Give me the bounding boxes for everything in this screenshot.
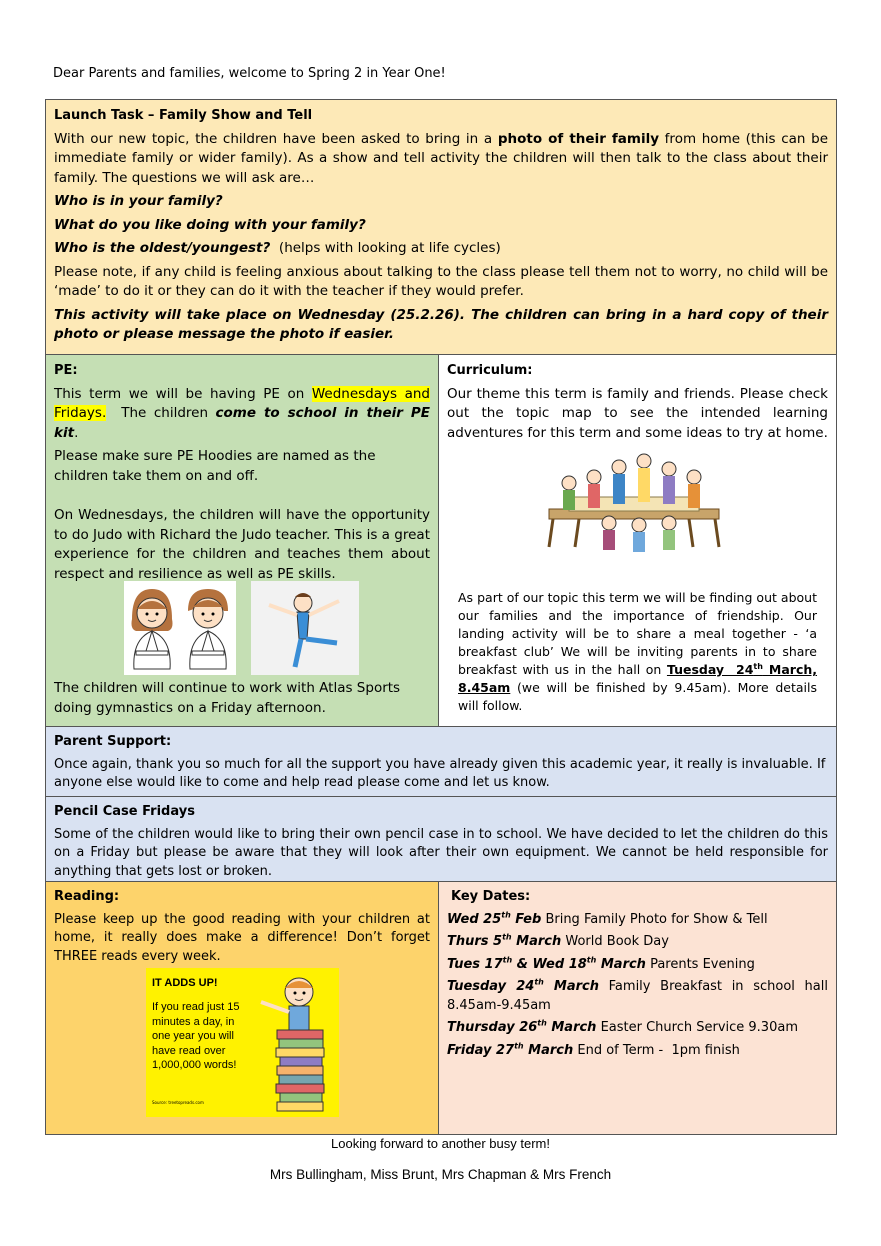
key-date-item [447, 933, 828, 952]
key-date-sup: th [501, 910, 511, 920]
key-date-event: Family Breakfast in school hall 8.45am-9.45am [447, 979, 828, 1013]
key-date-item [447, 978, 828, 1015]
pe-paragraph-1 [54, 385, 430, 444]
question-3-text: Who is the oldest/youngest? [54, 240, 271, 256]
pe-p1-end: . [74, 424, 79, 441]
key-date-event: Easter Church Service 9.30am [596, 1020, 798, 1035]
launch-intro-rest: from home (this can be immediate family or wider family). As a show and tell activity the children will then talk to the class about their family. The questions we will ask are… [54, 130, 829, 186]
pe-highlight-days: Wednesdays and [311, 385, 430, 402]
gymnast-image [251, 581, 359, 675]
launch-closing [54, 306, 828, 345]
pe-highlight-fridays: Fridays. [54, 405, 107, 421]
key-date-event: End of Term - 1pm finish [573, 1042, 740, 1058]
reading-text: Please keep up the good reading with your children at home, it really does make a difference! Don’t forget THREE reads every week. [54, 911, 430, 964]
key-date-month: March [511, 934, 562, 949]
key-date-day: Tuesday 24 [447, 979, 535, 994]
poster-source: Source: treetopreads.com [152, 1100, 204, 1105]
key-date-month: March [523, 1042, 574, 1058]
pe-heading: PE: [54, 363, 78, 378]
launch-closing-text: This activity will take place on Wednesday (25.2.26). The children can bring in a hard copy of their photo or please message the photo if easier. [54, 306, 828, 342]
footer-signature: Mrs Bullingham, Miss Brunt, Mrs Chapman & Mrs French [269, 1167, 612, 1182]
breakfast-time: March, 8.45am [458, 662, 818, 695]
question-3-note: (helps with looking at life cycles) [270, 240, 501, 256]
pe-paragraph-2: Please make sure PE Hoodies are named as the children take them on and off. [54, 448, 376, 484]
key-date-month: March [543, 979, 599, 994]
judo-children-image [124, 581, 236, 675]
key-date-day: Wed 25 [447, 911, 502, 927]
greeting: Dear Parents and families, welcome to Spring 2 in Year One! [53, 66, 446, 81]
pe-p1-bold: come to school in their PE kit [54, 405, 430, 441]
pe-paragraph-4: The children will continue to work with Atlas Sports doing gymnastics on a Friday afternoon. [54, 680, 401, 716]
question-2 [54, 216, 828, 236]
curriculum-heading: Curriculum: [447, 363, 533, 378]
key-date-item [447, 1019, 828, 1038]
question-1 [54, 192, 828, 212]
key-date-day: Thurs 5 [447, 934, 503, 949]
pe-section [45, 354, 439, 727]
key-dates-heading: Key Dates: [451, 889, 531, 904]
key-date-event: World Book Day [561, 934, 669, 949]
question-3 [54, 239, 828, 259]
curriculum-paragraph-2 [458, 589, 817, 715]
pe-p1-text: This term we will be having PE on [54, 385, 312, 402]
key-date-sup: th [534, 977, 544, 987]
key-date-sup: th [514, 1041, 524, 1051]
footer-message: Looking forward to another busy term! [331, 1136, 550, 1151]
launch-intro-bold: photo of their family [497, 130, 660, 147]
book-stack-boy-icon [251, 972, 337, 1115]
key-date-sup-2: th [586, 955, 597, 965]
question-1-text: Who is in your family? [54, 193, 223, 209]
key-date-item [447, 1042, 828, 1061]
parent-support-section [45, 726, 837, 797]
pencil-case-section [45, 796, 837, 882]
pe-p1-mid: The children [106, 405, 216, 421]
family-meal-image [539, 447, 729, 559]
key-date-month: March [596, 956, 646, 972]
pencil-case-text: Some of the children would like to bring their own pencil case in to school. We have decided to let the children do this on a Friday but please be aware that they will look after their own equipment. We cannot be held responsible for anything that gets lost or broken. [54, 826, 828, 879]
key-date-item [447, 956, 828, 975]
key-date-sup: th [502, 955, 513, 965]
pe-paragraph-3: On Wednesdays, the children will have the opportunity to do Judo with Richard the Judo teacher. This is a great experience for the children and teaches them about respect and resilience as well as PE skills. [54, 507, 430, 582]
launch-intro-text: With our new topic, the children have been asked to bring in a [54, 130, 498, 147]
reading-section [45, 881, 439, 1135]
curriculum-section [438, 354, 837, 727]
launch-intro [54, 130, 828, 189]
curriculum-p2-text: As part of our topic this term we will be finding out about our families and the importance of friendship. Our landing activity will be to share a meal together - ‘a breakfast club’ We will be inviting parents in to share breakfast with us in the hall on [458, 590, 817, 677]
key-date-day: Tues 17 [447, 956, 503, 972]
key-date-item [447, 911, 828, 930]
curriculum-p2-rest: (we will be finished by 9.45am). More details will follow. [458, 680, 817, 713]
key-date-day: Friday 27 [447, 1042, 515, 1058]
key-date-event: Parents Evening [645, 956, 755, 972]
launch-task-section [45, 99, 837, 355]
reading-poster [146, 968, 339, 1117]
judo-girl-icon [132, 589, 173, 669]
key-dates-section [438, 881, 837, 1135]
key-date-day-2: & Wed 18 [512, 956, 587, 972]
launch-note: Please note, if any child is feeling anxious about talking to the class please tell them not to worry, no child will be ‘made’ to do it or they can do it with the teacher if they would prefer. [54, 263, 828, 299]
key-date-month: March [546, 1020, 597, 1035]
poster-title: IT ADDS UP! [152, 977, 218, 989]
parent-support-heading: Parent Support: [54, 734, 172, 749]
parent-support-text: Once again, thank you so much for all the support you have already given this academic year, it really is invaluable. If anyone else would like to come and help read please come and let us know. [54, 756, 826, 790]
pencil-case-heading: Pencil Case Fridays [54, 804, 195, 819]
key-date-sup: th [537, 1018, 547, 1028]
breakfast-date: Tuesday 24 [666, 662, 754, 677]
breakfast-date-sup: th [753, 661, 763, 671]
curriculum-paragraph-1: Our theme this term is family and friends. Please check out the topic map to see the intended learning adventures for this term and some ideas to try at home. [447, 385, 828, 441]
reading-heading: Reading: [54, 889, 120, 904]
key-date-day: Thursday 26 [447, 1020, 538, 1035]
launch-heading: Launch Task – Family Show and Tell [54, 108, 313, 123]
key-date-event: Bring Family Photo for Show & Tell [541, 911, 768, 927]
key-date-sup: th [502, 932, 512, 942]
question-2-text: What do you like doing with your family? [54, 216, 366, 233]
key-date-month: Feb [510, 911, 542, 927]
poster-body: If you read just 15 minutes a day, in one year you will have read over 1,000,000 words! [152, 1001, 240, 1071]
